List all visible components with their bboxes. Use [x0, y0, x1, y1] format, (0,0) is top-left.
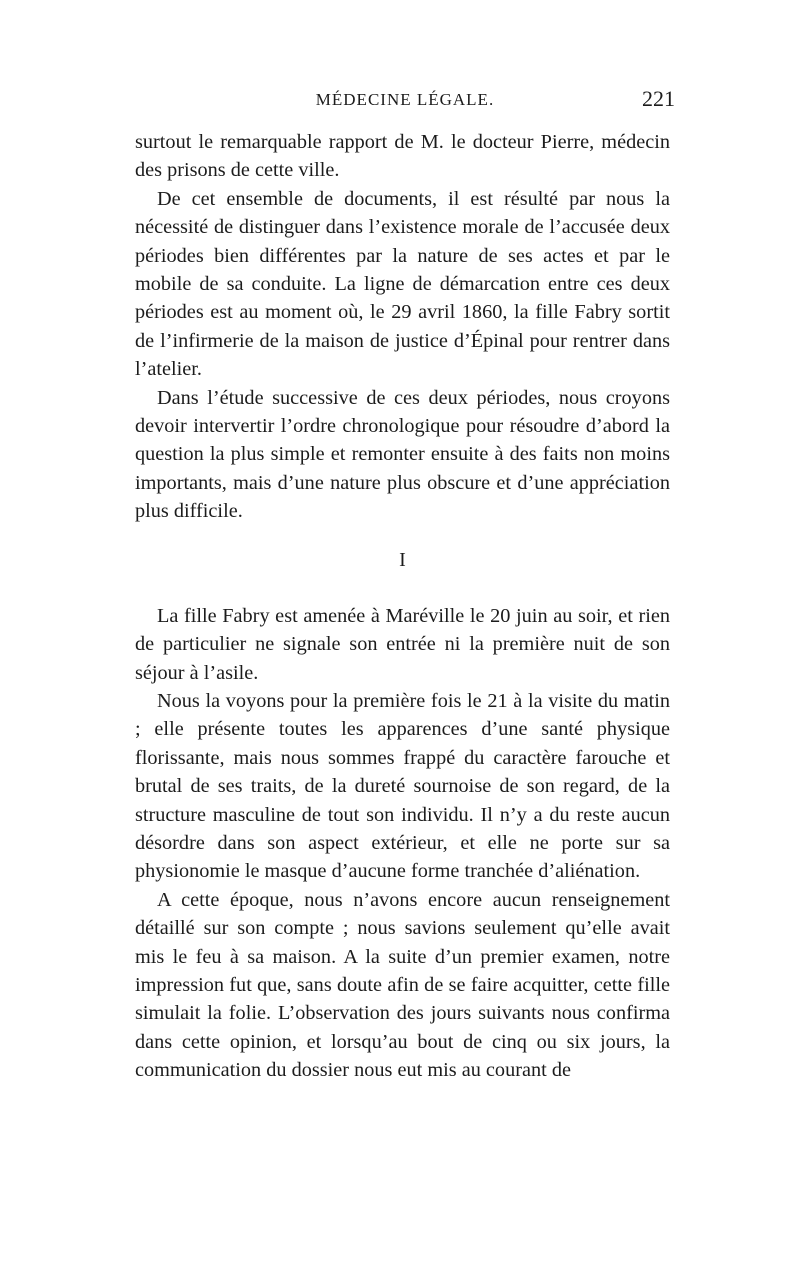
paragraph: surtout le remarquable rapport de M. le docteur Pierre, médecin des prisons de cette ville. [135, 131, 670, 182]
running-head [135, 86, 675, 120]
body-text [135, 128, 670, 1085]
paragraph: Nous la voyons pour la première fois le 21 à la visite du matin ; elle présente toutes les apparences d’une santé physique florissante, mais nous sommes frappé du caractère farouche et brutal de ses traits, de la dureté sournoise de son regard, de la structure masculine de tout son individu. Il n’y a du reste aucun désordre dans son aspect extérieur, et elle ne porte sur sa physionomie le masque d’aucune forme tranchée d’aliénation. [135, 689, 670, 883]
paragraph: Dans l’étude successive de ces deux périodes, nous croyons devoir intervertir l’ordre chronologique pour résoudre d’abord la question la plus simple et remonter ensuite à des faits non moins importants, mais d’une nature plus obscure et d’une appréciation plus difficile. [135, 386, 670, 523]
running-title: MÉDECINE LÉGALE. [315, 90, 495, 109]
paragraph: De cet ensemble de documents, il est résulté par nous la nécessité de distinguer dans l’existence morale de l’accusée deux périodes bien différentes par la nature de ses actes et par le mobile de sa conduite. La ligne de démarcation entre ces deux périodes est au moment où, le 29 avril 1860, la fille Fabry sortit de l’infirmerie de la maison de justice d’Épinal pour rentrer dans l’atelier. [135, 187, 670, 381]
paragraph: A cette époque, nous n’avons encore aucun renseignement détaillé sur son compte ; nous savions seulement qu’elle avait mis le feu à sa maison. A la suite d’un premier examen, notre impression fut que, sans doute afin de se faire acquitter, cette fille simulait la folie. L’observation des jours suivants nous confirma dans cette opinion, et lorsqu’au bout de cinq ou six jours, la communication du dossier nous eut mis au courant de [135, 888, 670, 1082]
section-heading: I [399, 548, 406, 571]
paragraph: La fille Fabry est amenée à Maréville le 20 juin au soir, et rien de particulier ne signale son entrée ni la première nuit de son séjour à l’asile. [135, 604, 670, 684]
page-number: 221 [642, 86, 675, 111]
